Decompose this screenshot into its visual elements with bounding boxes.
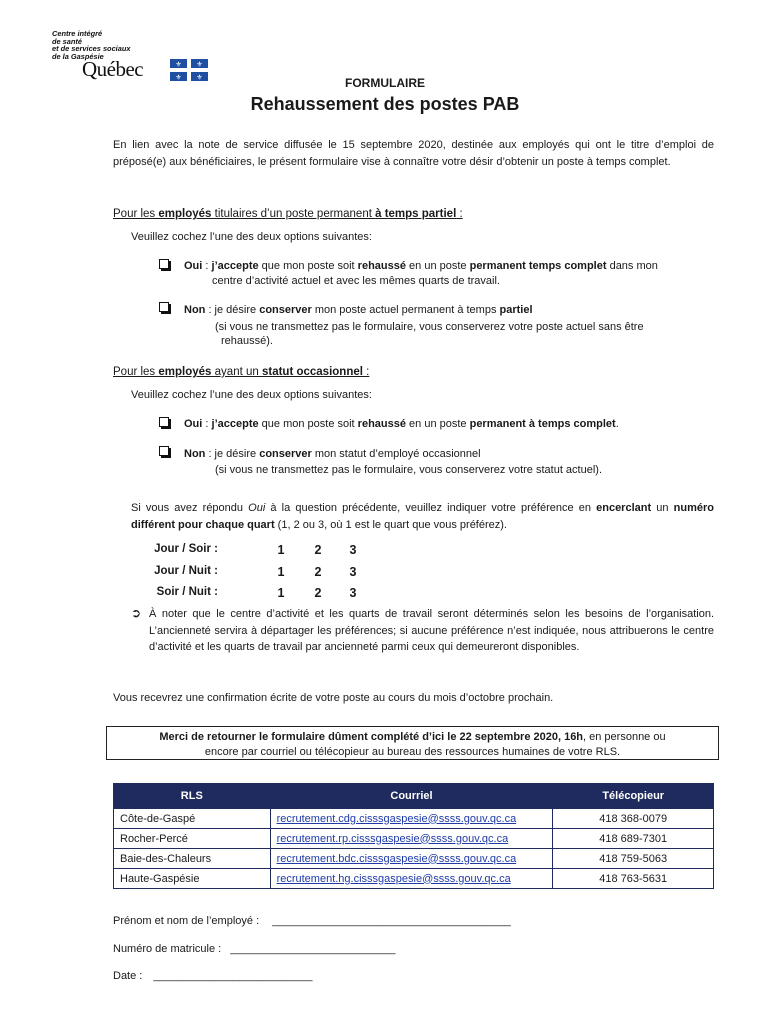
column-header-email: Courriel [270, 784, 553, 809]
option-bold: rehaussé [357, 418, 406, 430]
shift-option-1[interactable]: 1 [277, 586, 285, 600]
shift-label: Soir / Nuit : [156, 586, 218, 598]
option-text: : [202, 418, 212, 430]
rls-cell: Baie-des-Chaleurs [114, 849, 271, 869]
intro-paragraph: En lien avec la note de service diffusée le 15 septembre 2020, destinée aux employés qui ont le titre d’emploi de préposé(e) aux bénéficiaires, le présent formulaire vise à connaître votre désir d’obtenir un poste à temps complet. [113, 139, 714, 168]
option-bold: permanent temps complet [469, 260, 607, 272]
table-row [114, 829, 714, 849]
occasional-yes-checkbox[interactable] [159, 417, 169, 427]
return-line2: encore par courriel ou télécopieur au bureau des ressources humaines de votre RLS. [204, 746, 621, 758]
permanent-yes-checkbox[interactable] [159, 259, 169, 269]
permanent-no-checkbox[interactable] [159, 302, 169, 312]
option-bold: rehaussé [357, 260, 406, 272]
form-label: FORMULAIRE [345, 76, 425, 90]
section-permanent-instruction: Veuillez cochez l’une des deux options suivantes: [131, 231, 372, 243]
confirmation-text: Vous recevrez une confirmation écrite de votre poste au cours du mois d’octobre prochain. [113, 692, 554, 704]
table-header-row [114, 784, 714, 809]
option-text: que mon poste soit [258, 260, 358, 272]
option-bold: permanent à temps complet [469, 418, 616, 430]
column-header-rls: RLS [114, 784, 271, 809]
email-link[interactable]: recrutement.rp.cisssgaspesie@ssss.gouv.qc.ca [270, 829, 553, 849]
option-bold: Oui [184, 260, 203, 272]
date-field [113, 969, 312, 984]
option-bold: conserver [259, 448, 312, 460]
table-row [114, 869, 714, 889]
arrow-bullet-icon: ➲ [131, 606, 142, 620]
preference-text: un [651, 502, 674, 514]
fax-cell: 418 763-5631 [553, 869, 714, 889]
permanent-no-option-line2: (si vous ne transmettez pas le formulaire, vous conserverez votre poste actuel sans être [215, 321, 644, 333]
return-instructions-box [106, 726, 719, 760]
svg-text:⚜: ⚜ [196, 73, 203, 81]
shift-option-1[interactable]: 1 [277, 543, 285, 557]
date-blank[interactable]: __________________________ [153, 970, 313, 982]
option-text: que mon poste soit [258, 418, 358, 430]
table-row [114, 849, 714, 869]
option-bold: partiel [499, 304, 533, 316]
option-text: en un poste [405, 418, 470, 430]
table-row [114, 809, 714, 829]
employee-name-label: Prénom et nom de l’employé : [113, 915, 260, 927]
occasional-yes-option [184, 417, 619, 432]
option-bold: j’accepte [211, 418, 259, 430]
logo-line: de la Gaspésie [52, 51, 104, 61]
logo-line: de santé [52, 36, 82, 46]
section-permanent-heading [113, 207, 463, 222]
email-link[interactable]: recrutement.cdg.cisssgaspesie@ssss.gouv.qc.ca [270, 809, 553, 829]
logo-line: et de services sociaux [52, 44, 131, 54]
shift-option-3[interactable]: 3 [349, 543, 357, 557]
heading-text: : [362, 366, 370, 378]
matricule-blank[interactable]: ___________________________ [230, 943, 396, 955]
permanent-yes-option-line2: centre d’activité actuel et avec les mêmes quarts de travail. [212, 275, 500, 287]
option-text: : je désire [205, 304, 260, 316]
option-bold: Oui [184, 418, 203, 430]
shift-option-2[interactable]: 2 [314, 586, 322, 600]
return-bold: Merci de retourner le formulaire dûment complété d’ici le 22 septembre 2020, 16h [159, 731, 584, 743]
section-occasional-heading [113, 365, 369, 380]
heading-bold: à temps partiel [375, 208, 457, 220]
preference-text: à la question précédente, veuillez indiquer votre préférence en [265, 502, 597, 514]
option-text: : [202, 260, 212, 272]
occasional-no-option [184, 447, 481, 462]
logo-wordmark: Québec [82, 57, 144, 81]
heading-bold: employés [158, 208, 212, 220]
fax-cell: 418 689-7301 [553, 829, 714, 849]
shift-option-1[interactable]: 1 [277, 565, 285, 579]
option-text: en un poste [405, 260, 470, 272]
option-bold: Non [184, 304, 206, 316]
heading-text: : [456, 208, 463, 220]
occasional-no-checkbox[interactable] [159, 446, 169, 456]
preference-text: (1, 2 ou 3, où 1 est le quart que vous préférez). [274, 518, 507, 531]
matricule-label: Numéro de matricule : [113, 943, 222, 955]
option-bold: conserver [259, 304, 312, 316]
rls-cell: Rocher-Percé [114, 829, 271, 849]
shift-label: Jour / Nuit : [154, 565, 218, 577]
shift-option-3[interactable]: 3 [349, 565, 357, 579]
shift-label: Jour / Soir : [154, 543, 218, 555]
date-label: Date : [113, 970, 143, 982]
organization-logo [52, 30, 222, 82]
fax-cell: 418 368-0079 [553, 809, 714, 829]
option-bold: Non [184, 448, 206, 460]
svg-text:⚜: ⚜ [175, 60, 182, 69]
rls-cell: Haute-Gaspésie [114, 869, 271, 889]
fax-cell: 418 759-5063 [553, 849, 714, 869]
matricule-field [113, 942, 395, 957]
heading-text: Pour les [113, 366, 159, 378]
svg-text:⚜: ⚜ [196, 60, 203, 69]
option-text: mon poste actuel permanent à temps [311, 304, 500, 316]
permanent-no-option-line3: rehaussé). [221, 335, 273, 347]
section-occasional-instruction: Veuillez cochez l’une des deux options suivantes: [131, 389, 372, 401]
option-text: : je désire [205, 448, 260, 460]
note-paragraph: À noter que le centre d’activité et les quarts de travail seront déterminés selon les besoins de l’organisation. L’ancienneté servira à départager les préférences; si aucune préférence n’est indiquée, nous attribuerons le centre d’activité et les quarts de travail par ancienneté parmi ceux qui demeureront disponibles. [149, 608, 714, 653]
svg-text:⚜: ⚜ [175, 73, 182, 81]
rls-cell: Côte-de-Gaspé [114, 809, 271, 829]
option-text: dans mon [606, 260, 658, 272]
return-line1 [107, 730, 718, 745]
heading-text: ayant un [211, 366, 262, 378]
preference-text: Si vous avez répondu [131, 502, 249, 514]
logo-line: Centre intégré [52, 29, 103, 38]
heading-bold: employés [158, 366, 212, 378]
heading-bold: statut occasionnel [261, 366, 363, 378]
preference-paragraph [131, 500, 714, 533]
email-link[interactable]: recrutement.bdc.cisssgaspesie@ssss.gouv.qc.ca [270, 849, 553, 869]
shift-option-2[interactable]: 2 [314, 565, 322, 579]
employee-name-blank[interactable]: _______________________________________ [272, 915, 511, 927]
employee-name-field [113, 914, 511, 929]
shift-option-3[interactable]: 3 [349, 586, 357, 600]
occasional-no-option-line2: (si vous ne transmettez pas le formulaire, vous conserverez votre statut actuel). [215, 464, 602, 476]
permanent-no-option [184, 303, 533, 318]
column-header-fax: Télécopieur [553, 784, 714, 809]
heading-text: Pour les [113, 208, 159, 220]
heading-text: titulaires d’un poste permanent [211, 208, 376, 220]
option-bold: j’accepte [211, 260, 259, 272]
shift-option-2[interactable]: 2 [314, 543, 322, 557]
logo-text [52, 30, 130, 60]
rls-contact-table [113, 783, 714, 889]
email-link[interactable]: recrutement.hg.cisssgaspesie@ssss.gouv.qc.ca [270, 869, 553, 889]
preference-bold: numéro différent pour chaque quart [131, 502, 714, 531]
preference-italic: Oui [248, 502, 266, 514]
permanent-yes-option [184, 259, 724, 274]
preference-bold: encerclant [596, 502, 652, 514]
option-text: . [615, 418, 619, 430]
return-text: , en personne ou [583, 731, 666, 743]
form-title: Rehaussement des postes PAB [250, 94, 520, 114]
option-text: mon statut d’employé occasionnel [311, 448, 481, 460]
